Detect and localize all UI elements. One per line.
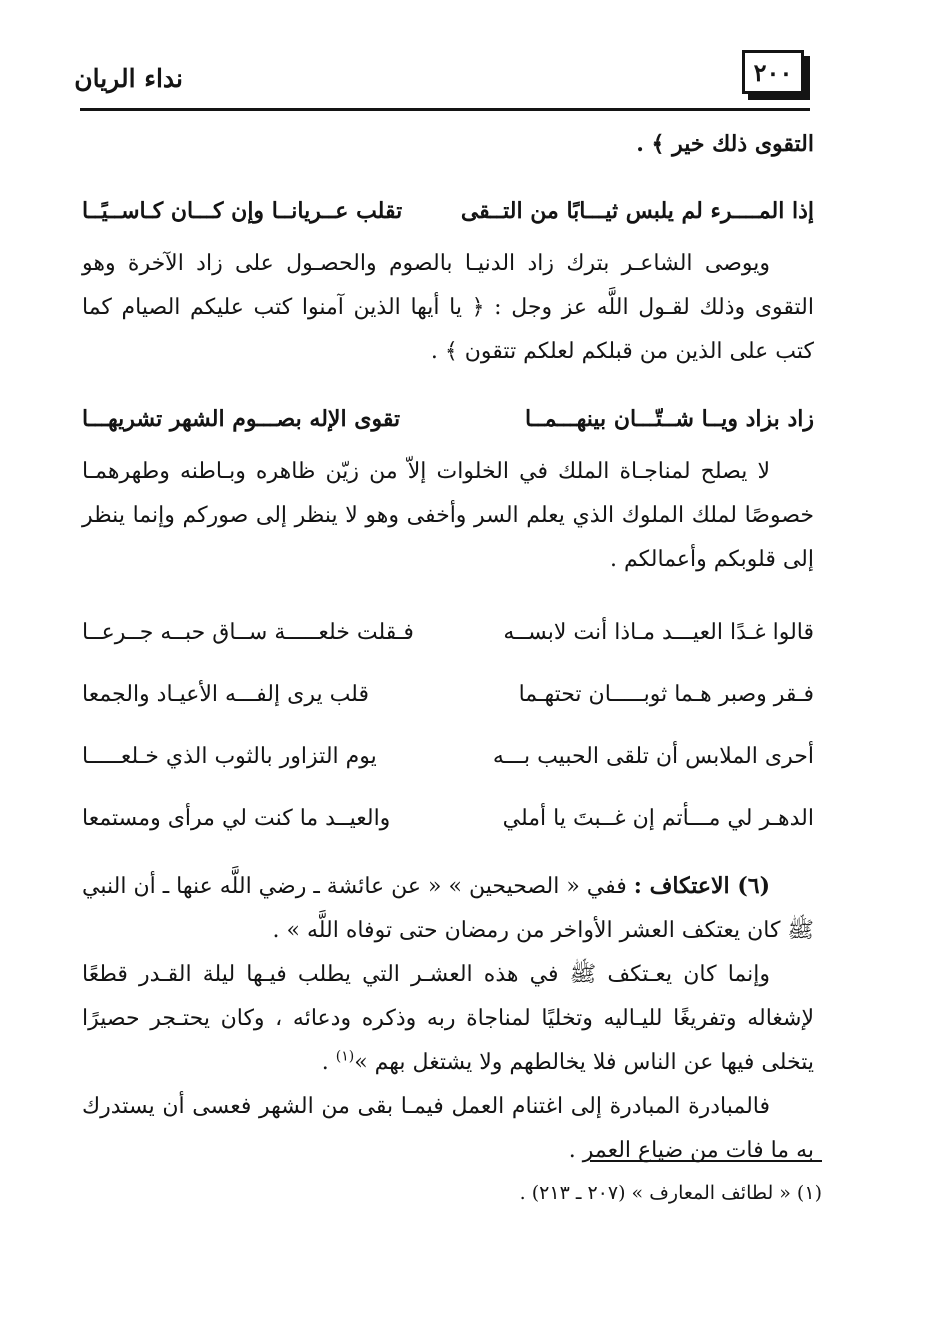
paragraph-seclusion: لا يصلح لمناجـاة الملك في الخلوات إلاّ من زيّن ظاهره وبـاطنه وطهرهمـا خصوصًا لملك الملوك الذي يعلم السر وأخفى وهو لا ينظر إلى صوركم وإنما ينظر إلى قلوبكم وأعمالكم . (82, 459, 814, 572)
verse-first-hemistich: إذا المــــرء لم يلبس ثيـــابًا من التــقى (460, 198, 814, 224)
quran-verse-continuation: التقوى ذلك خير ﴾ . (636, 131, 814, 157)
verse-second-hemistich: تقوى الإله بصـــوم الشهر تشريهـــا (82, 406, 401, 432)
verse-second-hemistich: يوم التزاور بالثوب الذي خـلعـــــا (82, 744, 377, 769)
verse-first-hemistich: فـقر وصبر هـما ثوبـــــان تحتهـما (518, 682, 814, 707)
poem-verse (82, 788, 814, 850)
section-heading: (٦) الاعتكاف : (633, 873, 770, 899)
footnote: (١) « لطائف المعارف » (٢٠٧ ـ ٢١٣) . (519, 1182, 822, 1204)
verse-first-hemistich: الدهـر لي مـــأتم إن غــبتَ يا أملي (502, 806, 814, 831)
poem-verse-2 (82, 388, 814, 450)
poem-verse (82, 726, 814, 788)
poem-verse (82, 602, 814, 664)
poem-verse-1 (82, 180, 814, 242)
verse-second-hemistich: والعيــد ما كنت لي مرأى ومستمعا (82, 806, 391, 831)
verse-second-hemistich: فـقلت خلعـــــة ســاق حبــه جــرعــا (82, 620, 414, 645)
verse-second-hemistich: تقلب عــريانــا وإن كـــان كـاســيًــا (82, 198, 403, 224)
header-rule (80, 108, 810, 111)
running-header-title: نداء الريان (74, 64, 183, 93)
paragraph-itikaf (82, 864, 814, 953)
paragraph-end: . (321, 1050, 336, 1075)
paragraph-text: وإنما كان يعـتكف ﷺ في هذه العشـر التي يطلب فيـها ليلة القـدر قطعًا لإشغاله وتفريغًا لليـاليه وتخليًا لمناجاة ربه وذكره ودعائه ، وكان يحتـجر حصيرًا يتخلى فيها عن الناس فلا يخالطهم ولا يشتغل بهم » (82, 962, 814, 1075)
page-number: ٢٠٠ (742, 50, 804, 94)
paragraph-fasting-advice: ويوصى الشاعـر بترك زاد الدنيـا بالصوم والحصـول على زاد الآخرة وهو التقوى وذلك لقـول اللَّه عز وجل : ﴿ يا أيها الذين آمنوا كتب عليكم الصيام كما كتب على الذين من قبلكم لعلكم تتقون ﴾ . (82, 251, 814, 364)
footnote-rule (590, 1160, 822, 1162)
footnote-reference: (١) (335, 1048, 355, 1065)
page-body (82, 122, 814, 1173)
verse-first-hemistich: قالوا غـدًا العيـــد مـاذا أنت لابســه (503, 620, 814, 645)
paragraph-conclusion: فالمبادرة المبادرة إلى اغتنام العمل فيمـا بقى من الشهر فعسى أن يستدرك به ما فات من ضياع العمر . (82, 1094, 814, 1163)
poem-verse (82, 664, 814, 726)
verse-first-hemistich: زاد بزاد ويــا شــتّـــان بينهـــمــا (524, 406, 814, 432)
verse-second-hemistich: قلب يرى إلفـــه الأعيـاد والجمعا (82, 682, 369, 707)
verse-first-hemistich: أحرى الملابس أن تلقى الحبيب بـــه (492, 744, 814, 769)
paragraph-itikaf-explanation (82, 953, 814, 1085)
paragraph-text: ففي « الصحيحين » « عن عائشة ـ رضي اللَّه عنها ـ أن النبي ﷺ كان يعتكف العشر الأواخر من رمضان حتى توفاه اللَّه » . (82, 874, 814, 943)
